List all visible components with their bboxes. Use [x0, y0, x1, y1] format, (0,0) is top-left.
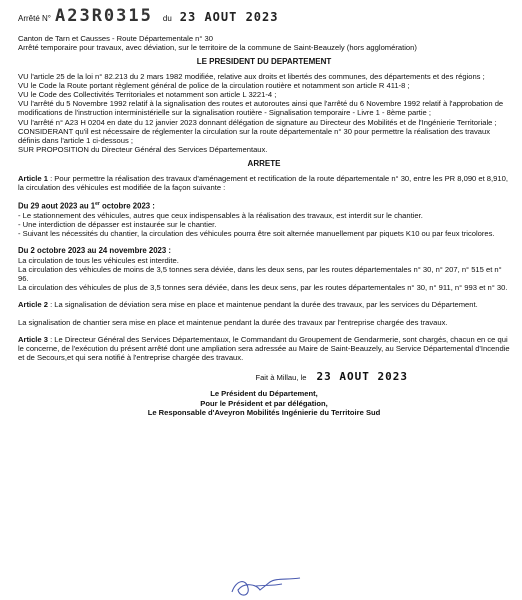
- period-2-line: La circulation de tous les véhicules est interdite.: [18, 255, 179, 265]
- visa-line: VU l'article 25 de la loi n° 82.213 du 2 mars 1982 modifiée, relative aux droits et libertés des communes, des départements et des régions ;: [18, 71, 485, 81]
- article-3-label: Article 3: [18, 334, 48, 344]
- article-1-label: Article 1: [18, 173, 48, 183]
- signatory-line-3: Le Responsable d'Aveyron Mobilités Ingénierie du Territoire Sud: [147, 407, 381, 417]
- article-3: [18, 335, 510, 363]
- visa-line: VU l'arrêté n° A23 H 0204 en date du 12 janvier 2023 donnant délégation de signature au Directeur des Mobilités et de l'Ingénierie Territoriale ;: [18, 117, 497, 127]
- period-1-line: - Une interdiction de dépasser est instaurée sur le chantier.: [18, 220, 217, 230]
- arrete-label: Arrêté N°: [18, 14, 51, 23]
- period-2-heading: Du 2 octobre 2023 au 24 novembre 2023 :: [18, 246, 171, 256]
- period-1-line: - Le stationnement des véhicules, autres que ceux indispensables à la réalisation des travaux, est interdit sur le chantier.: [18, 210, 423, 220]
- article-1-text: : Pour permettre la réalisation des travaux d'aménagement et rectification de la route départementale n° 30, entre les PR 8,090 et 8,910, la circulation des véhicules est modifiée de la façon suivante :: [18, 173, 508, 192]
- period-1-line: - Suivant les nécessités du chantier, la circulation des véhicules pourra être soit alternée manuellement par piquets K10 ou par feux tricolores.: [18, 229, 495, 239]
- signature-date-row: [18, 370, 510, 383]
- signatory-line-2: Pour le Président et par délégation,: [200, 398, 328, 408]
- handwritten-signature: [226, 570, 306, 600]
- signature-date-stamp: 23 AOUT 2023: [316, 370, 408, 384]
- visa-line: VU l'arrêté du 5 Novembre 1992 relatif à la signalisation des routes et autoroutes ainsi que l'arrêté du 6 Novembre 1992 relatif à l'approbation de modifications de l'instruction interministérielle sur la signalisation routière - Signalisation temporaire - Livre 1 - 8ème partie ;: [18, 99, 504, 118]
- arrete-date-stamp: 23 AOUT 2023: [179, 10, 279, 24]
- arrete-title: ARRETE: [247, 159, 281, 169]
- signatory-block: [18, 389, 510, 417]
- article-3-text: : Le Directeur Général des Services Départementaux, le Commandant du Groupement de Gendarmerie, sont chargés, chacun en ce qui le concerne, de l'exécution du présent arrêté dont une ampliation sera adressée au Maire de Saint-Beauzely, au Service Départemental d'Incendie et de Secours,et qui sera notifié à l'entreprise chargée des travaux.: [18, 334, 510, 363]
- arrete-number-stamp: A23R0315: [54, 6, 153, 26]
- visa-line: CONSIDERANT qu'il est nécessaire de réglementer la circulation sur la route départementale n° 30 pour permettre la réalisation des travaux définis dans l'article 1 ci-dessous ;: [18, 126, 491, 146]
- visas-block: [18, 72, 510, 155]
- period-2-line: La circulation des véhicules de moins de 3,5 tonnes sera déviée, dans les deux sens, par les routes départementales n° 30, n° 207, n° 515 et n° 96.: [18, 264, 502, 284]
- visa-line: SUR PROPOSITION du Directeur Général des Services Départementaux.: [18, 145, 268, 155]
- canton-line: Canton de Tarn et Causses - Route Départementale n° 30: [18, 34, 213, 43]
- period-1-heading: Du 29 aout 2023 au 1er octobre 2023 :: [18, 201, 155, 211]
- signatory-line-1: Le Président du Département,: [210, 389, 318, 399]
- article-1: [18, 174, 510, 192]
- president-title: LE PRESIDENT DU DEPARTEMENT: [196, 57, 332, 67]
- article-2-text: : La signalisation de déviation sera mise en place et maintenue pendant la durée des travaux, par les services du Département.: [47, 300, 478, 310]
- visa-line: VU le Code la Route portant règlement général de police de la circulation routière et notamment son article R 411-8 ;: [18, 80, 410, 90]
- article-2: [18, 300, 510, 309]
- du-label: du: [162, 14, 172, 23]
- article-2-text-2: La signalisation de chantier sera mise en place et maintenue pendant la durée des travaux par l'entreprise chargée des travaux.: [18, 317, 448, 327]
- period-2-line: La circulation des véhicules de plus de 3,5 tonnes sera déviée, dans les deux sens, par les routes départementales n° 30, n° 911, n° 993 et n° 30.: [18, 283, 508, 293]
- subject-line: Arrêté temporaire pour travaux, avec déviation, sur le territoire de la commune de Saint-Beauzely (hors agglomération): [18, 43, 417, 53]
- visa-line: VU le Code des Collectivités Territoriales et notamment son article L 3221-4 ;: [18, 90, 277, 100]
- fait-a-label: Fait à Millau, le: [255, 373, 307, 383]
- article-2-label: Article 2: [18, 300, 48, 310]
- arrete-header: [18, 4, 510, 34]
